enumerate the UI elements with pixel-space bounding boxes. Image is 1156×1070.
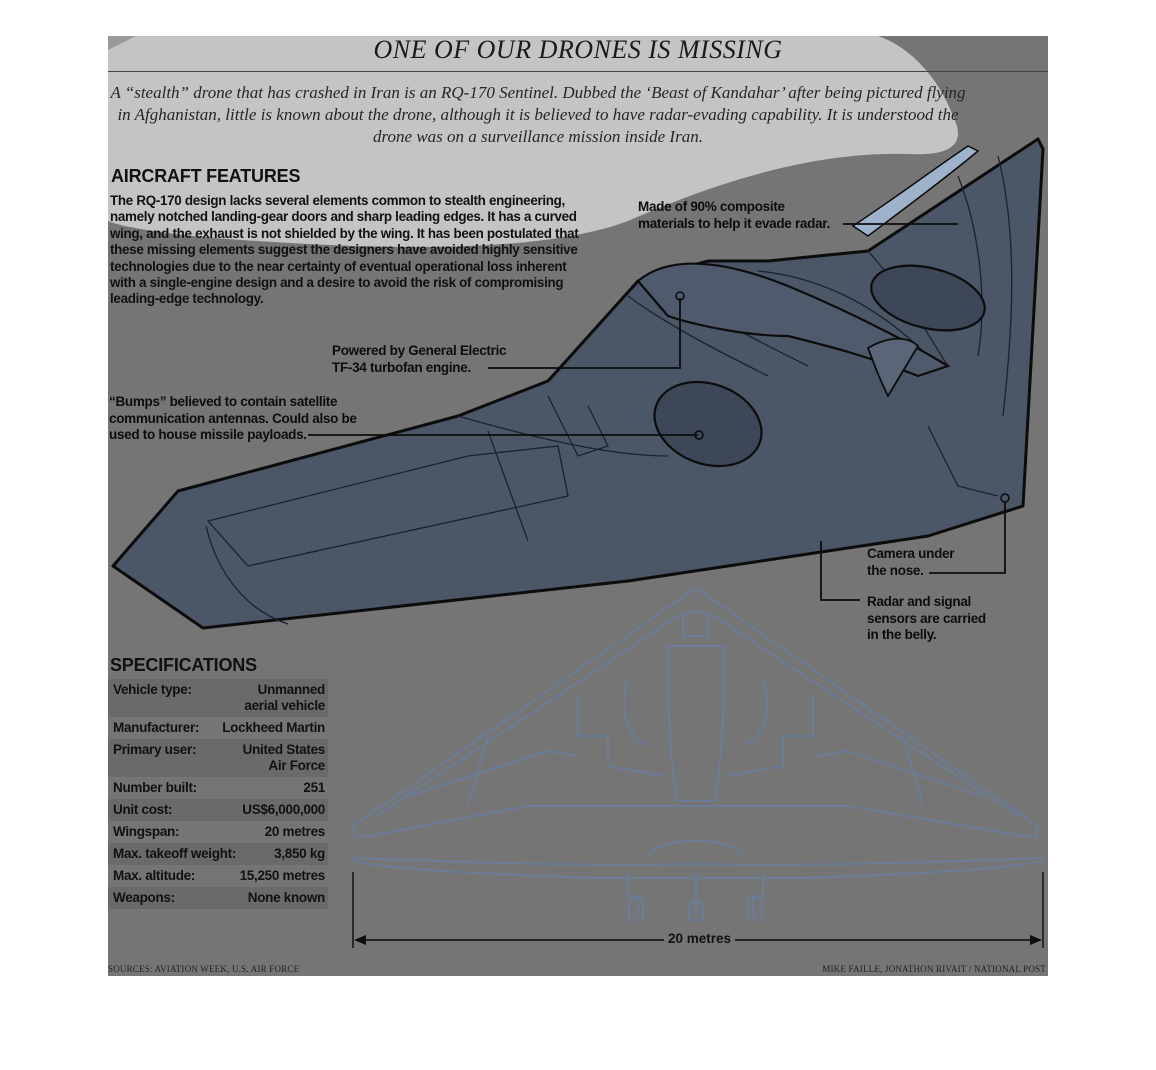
spec-value: None known <box>247 890 325 905</box>
title-divider <box>108 71 1048 72</box>
intro-text: A “stealth” drone that has crashed in Iran is an RQ-170 Sentinel. Dubbed the ‘Beast of Kandahar’ after being pictured flying in Afghanistan, little is known about the drone, although it is believed to have radar-evading capability. It is understood the drone was on a surveillance mission inside Iran. <box>110 83 966 146</box>
page-title: ONE OF OUR DRONES IS MISSING <box>373 36 783 64</box>
author-credit: MIKE FAILLE, JONATHON RIVAIT / NATIONAL POST <box>822 964 1046 974</box>
spec-row-vehicle-type <box>108 679 328 717</box>
callout-bumps: “Bumps” believed to contain satellite communication antennas. Could also be used to house missile payloads. <box>109 394 357 442</box>
features-heading: AIRCRAFT FEATURES <box>111 166 301 186</box>
spec-row-weapons <box>108 887 328 909</box>
spec-value: 3,850 kg <box>274 846 325 861</box>
spec-label: Wingspan: <box>113 824 180 839</box>
callout-radar: Radar and signal sensors are carried in the belly. <box>867 594 986 642</box>
spec-label: Weapons: <box>113 890 175 905</box>
spec-value: 15,250 metres <box>239 868 325 883</box>
spec-row-max-altitude <box>108 865 328 887</box>
spec-value: United States Air Force <box>242 742 325 773</box>
specs-table <box>108 679 328 909</box>
features-text: The RQ-170 design lacks several elements common to stealth engineering, namely notched landing-gear doors and sharp leading edges. It has a curved wing, and the exhaust is not shielded by the wing. It has been postulated that these missing elements suggest the designers have avoided highly sensitive technologies due to the near certainty of eventual operational loss inherent with a single-engine design and a desire to avoid the risk of compromising leading-edge technology. <box>110 193 579 307</box>
spec-value: US$6,000,000 <box>242 802 325 817</box>
spec-row-number-built <box>108 777 328 799</box>
spec-value: 251 <box>303 780 325 795</box>
specs-heading: SPECIFICATIONS <box>110 655 257 675</box>
spec-value: 20 metres <box>264 824 325 839</box>
spec-value: Unmanned aerial vehicle <box>244 682 325 713</box>
callout-engine: Powered by General Electric TF-34 turbofan engine. <box>332 343 507 375</box>
spec-label: Max. takeoff weight: <box>113 846 237 861</box>
wingspan-dimension-label: 20 metres <box>664 931 735 946</box>
blueprint-front-view <box>353 841 1043 921</box>
spec-label: Manufacturer: <box>113 720 200 735</box>
spec-row-max-takeoff-weight <box>108 843 328 865</box>
spec-label: Unit cost: <box>113 802 173 817</box>
sources-credit: SOURCES: AVIATION WEEK, U.S. AIR FORCE <box>108 964 300 974</box>
spec-row-primary-user <box>108 739 328 777</box>
spec-label: Vehicle type: <box>113 682 192 697</box>
callout-composite: Made of 90% composite materials to help it evade radar. <box>638 199 830 231</box>
spec-label: Number built: <box>113 780 197 795</box>
spec-row-wingspan <box>108 821 328 843</box>
callout-camera: Camera under the nose. <box>867 546 955 578</box>
spec-label: Max. altitude: <box>113 868 196 883</box>
spec-value: Lockheed Martin <box>222 720 325 735</box>
spec-row-manufacturer <box>108 717 328 739</box>
spec-row-unit-cost <box>108 799 328 821</box>
infographic-panel <box>108 36 1048 976</box>
spec-label: Primary user: <box>113 742 197 757</box>
